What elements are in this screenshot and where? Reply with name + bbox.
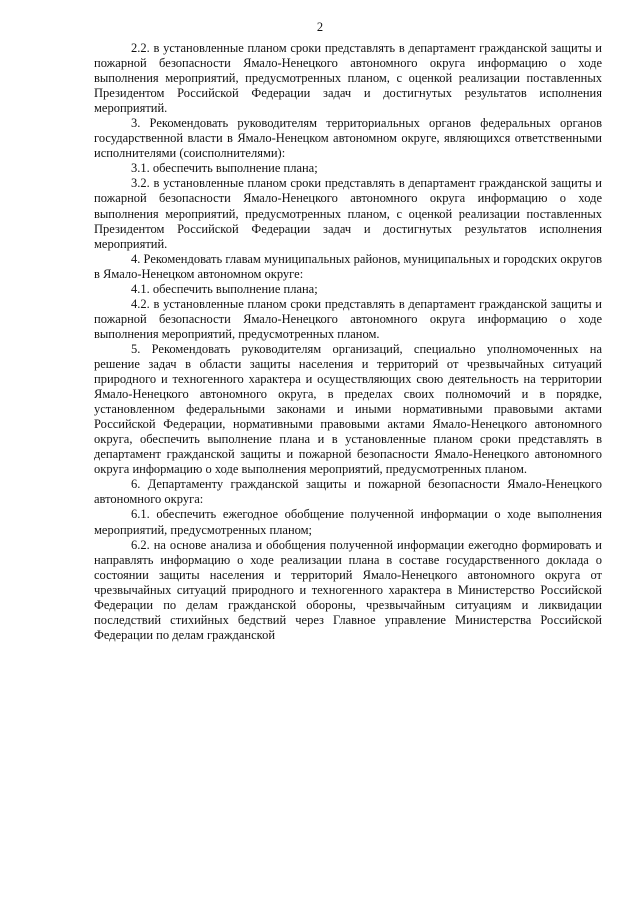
paragraph-5: 5. Рекомендовать руководителям организаций, специально уполномоченных на решение задач в области защиты населения и территорий от чрезвычайных ситуаций природного и техногенного характера и осуществляющих свою деятельность на территории Ямало-Ненецкого автономного округа, в пределах своих полномочий и в порядке, установленном федеральными законами и иными нормативными правовыми актами Российской Федерации, нормативными правовыми актами Ямало-Ненецкого автономного округа, обеспечить выполнение плана и в установленные планом сроки представлять в департамент гражданской защиты и пожарной безопасности Ямало-Ненецкого автономного округа информацию о ходе выполнения мероприятий, предусмотренных планом.: [94, 341, 602, 477]
paragraph-6: 6. Департаменту гражданской защиты и пожарной безопасности Ямало-Ненецкого автономного округа:: [94, 477, 602, 507]
paragraph-3: 3. Рекомендовать руководителям территориальных органов федеральных органов государственной власти в Ямало-Ненецком автономном округе, являющихся ответственными исполнителями (соисполнителями):: [94, 116, 602, 161]
paragraph-2-2: 2.2. в установленные планом сроки представлять в департамент гражданской защиты и пожарной безопасности Ямало-Ненецкого автономного округа информацию о ходе выполнения мероприятий, предусмотренных планом, с оценкой реализации поставленных Президентом Российской Федерации задач и достигнутых результатов исполнения мероприятий.: [94, 41, 602, 116]
document-body: [94, 41, 602, 643]
paragraph-3-1: 3.1. обеспечить выполнение плана;: [131, 161, 318, 176]
paragraph-4-1: 4.1. обеспечить выполнение плана;: [131, 281, 318, 296]
paragraph-3-2: 3.2. в установленные планом сроки представлять в департамент гражданской защиты и пожарной безопасности Ямало-Ненецкого автономного округа информацию о ходе выполнения мероприятий, предусмотренных планом, с оценкой реализации поставленных Президентом Российской Федерации задач и достигнутых результатов исполнения мероприятий.: [94, 176, 602, 251]
paragraph-4-2: 4.2. в установленные планом сроки представлять в департамент гражданской защиты и пожарной безопасности Ямало-Ненецкого автономного округа информацию о ходе выполнения мероприятий, предусмотренных планом.: [94, 296, 602, 341]
page-number: 2: [316, 20, 324, 34]
paragraph-6-1: 6.1. обеспечить ежегодное обобщение полученной информации о ходе выполнения мероприятий, предусмотренных планом;: [94, 507, 602, 537]
paragraph-6-2: 6.2. на основе анализа и обобщения полученной информации ежегодно формировать и направлять информацию о ходе реализации плана в составе государственного доклада о состоянии защиты населения и территорий Ямало-Ненецкого автономного округа от чрезвычайных ситуаций природного и техногенного характера в Министерство Российской Федерации по делам гражданской обороны, чрезвычайным ситуациям и ликвидации последствий стихийных бедствий через Главное управление Министерства Российской Федерации по делам гражданской: [94, 537, 602, 642]
paragraph-4: 4. Рекомендовать главам муниципальных районов, муниципальных и городских округов в Ямало-Ненецком автономном округе:: [94, 251, 602, 281]
